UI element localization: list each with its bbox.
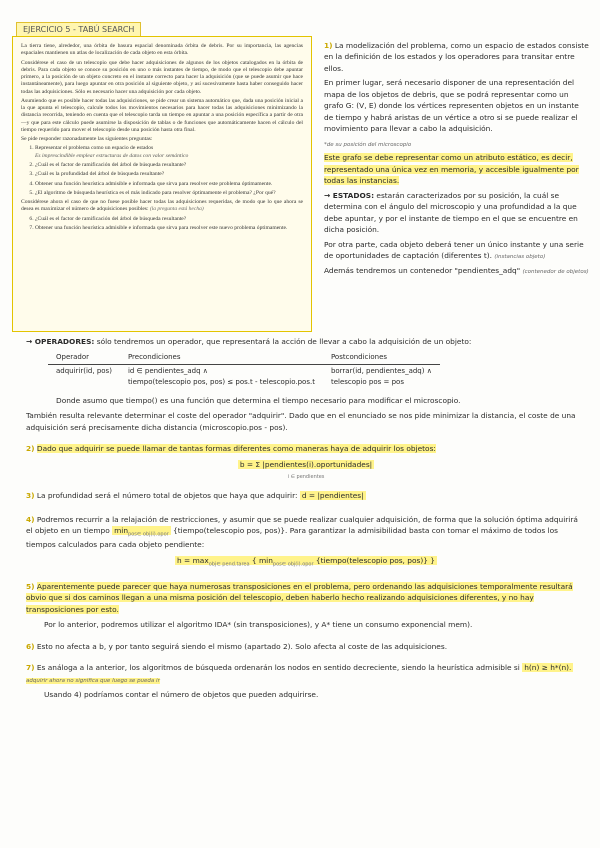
question-3: 3. ¿Cuál es la profundidad del árbol de búsqueda resultante?	[35, 171, 303, 178]
statement-p3: Asumiendo que es posible hacer todas las adquisiciones, se pide crear un sistema automático que, dada una posición inicial a la que apunta el telescopio, calcule todos los movimientos necesarios para hacer todas las adquisiciones minimizando la distancia recorrida, teniendo en cuenta que el telescopio tarda un tiempo en apuntar a una posición específica a partir de otra —y que para este cálculo puede asumirse la disposición de tablas o de funciones que automáticamente hacen el cálculo del tiempo requerido para mover el telescopio desde una posición hasta otra final.	[21, 97, 303, 133]
table-header: Operador	[48, 351, 120, 364]
operators-after-2: También resulta relevante determinar el coste del operador "adquirir". Dado que en el enunciado se nos pide minimizar la distancia, el coste de una adquisición será precisamente dicha distancia (microscopio.pos - pos).	[26, 411, 576, 432]
answer-1-note-pos: *de su posición del microscopio	[324, 141, 412, 148]
answers-body: → OPERADORES: sólo tendremos un operador, que representará la acción de llevar a cabo la adquisición de un objeto: Operador Precondiciones Postcondiciones adquirir(id, pos) id ∈ pendientes_adq ∧ tiempo(telescopio pos, pos) ≤ pos.t - telescopio.pos.t borrar(id, pendientes_adq) ∧ telescopio pos = pos Donde asumo que tiempo() es una función que determina el tiempo necesario para modificar el microscopio. También resulta relevante determinar el coste del operador "adquirir". Dado que en el enunciado se nos pide minimizar la distancia, el coste de una adquisición será precisamente dicha distancia (microscopio.pos - pos). 2) Dado que adquirir se puede llamar de tantas formas diferentes como maneras haya de adquirir los objetos: b = Σ |pendientes(i).oportunidades| i ∈ pendientes 3) La profundidad será el número total de objetos que haya que adquirir: d = |pendientes| 4) Podremos recurrir a la relajación de restricciones, y asumir que se puede realizar cualquier adquisición, de forma que la solución óptima adquirirá el objeto en un tiempo $\min_{pos\in obj(i).opor}$ {tiempo(telescopio pos, pos)}. Para garantizar la admisibilidad basta con tomar el máximo de todos los tiempos calculados para cada objeto pendiente: $h = \max_{obj\in pend.tarea}$ { $\min_{pos\in obj(i).opor}$ {tiempo(telescopio pos, pos)} } 5) Aparentemente puede parecer que haya numerosas transposiciones en el problema, pero ordenando las adquisiciones temporalmente resultará obvio que si dos caminos llegan a una misma posición del telescopio, deben haberlo hecho realizando adquisiciones diferentes, y no hay transposiciones por esto. Por lo anterior, podremos utilizar el algoritmo IDA* (sin transposiciones), y A* tiene un consumo exponencial mem). 6) Esto no afecta a b, y por tanto seguirá siendo el mismo (apartado 2). Solo afecta al coste de las adquisiciones. 7) Es análoga a la anterior, los algoritmos de búsqueda ordenarán los nodos en sentido decreciente, siendo la heurística admisible si h(n) ≥ h*(n). adquirir ahora no significa que luego se pueda ir Usando 4) podríamos contar el número de objetos que pueden adquirirse.	[26, 336, 586, 705]
problem-statement	[12, 36, 312, 332]
operators-after-1: Donde asumo que tiempo() es una función que determina el tiempo necesario para modificar el microscopio.	[56, 396, 461, 405]
answer-3-text: La profundidad será el número total de objetos que haya que adquirir:	[36, 491, 298, 501]
answer-2-text: Dado que adquirir se puede llamar de tantas formas diferentes como maneras haya de adquirir los objetos:	[36, 444, 436, 454]
statement-p1: La tierra tiene, alrededor, una órbita de basura espacial denominada órbita de debris. Por su importancia, las agencias espaciales mantienen un atlas de localización de cada objeto en esta órbita.	[21, 43, 303, 57]
answer-6-text: Esto no afecta a b, y por tanto seguirá siendo el mismo (apartado 2). Solo afecta al coste de las adquisiciones.	[36, 641, 448, 651]
question-1: 1. Representar el problema como un espacio de estados Es imprescindible emplear estructuras de datos con valor semántico	[35, 145, 303, 160]
answer-4-text-1: Podremos recurrir a la relajación de restricciones, y asumir que se puede realizar cualquier adquisición, de forma que la solución óptima adquirirá el objeto en un tiempo	[26, 514, 578, 536]
states-note-cont: (contenedor de objetos)	[522, 268, 589, 275]
postconditions: borrar(id, pendientes_adq) ∧ telescopio pos = pos	[330, 367, 432, 387]
answer-7-formula: h(n) ≥ h*(n).	[524, 663, 572, 673]
table-row	[48, 365, 440, 389]
question-4: 4. Obtener una función heurística admisible e informada que sirva para resolver este problema óptimamente.	[35, 181, 303, 188]
question-5: 5. ¿El algoritmo de búsqueda heurística es el más indicado para resolver óptimamente el problema? ¿Por qué?	[35, 190, 303, 197]
answer-7-note: adquirir ahora no significa que luego se pueda ir	[26, 677, 160, 684]
answer-4-text-1b: {tiempo(telescopio pos, pos)}. Para garantizar la admisibilidad basta con tomar el máximo de todos los tiempos calculados para cada objeto pendiente:	[26, 526, 558, 550]
operators-table	[48, 351, 440, 389]
question-2: 2. ¿Cuál es el factor de ramificación del árbol de búsqueda resultante?	[35, 162, 303, 169]
answer-7-text-2: Usando 4) podríamos contar el número de objetos que pueden adquirirse.	[44, 690, 319, 700]
answer-1-line2: En primer lugar, será necesario disponer de una representación del mapa de los objetos de debris, que se podrá representar como un grafo G: (V, E) donde los vértices representen objetos en un instante de tiempo y habrá aristas de un vértice a otro si se puede realizar el movimiento para llevar a cabo la adquisición.	[324, 78, 579, 134]
statement-p2: Considérese el caso de un telescopio que debe hacer adquisiciones de algunos de los objetos catalogados en la órbita de debris. Para cada objeto se conoce su posición en uno o más instantes de tiempo, de modo que el telescopio debe apuntar primero, a la posición de un objeto concreto en el instante correcto para hacer la adquisición (que se puede asumir que hace instantáneamente), para luego apuntar en otra posición al siguiente objeto, y así sucesivamente hasta haber conseguido hacer todas las adquisiciones. Sólo es necesario hacer una adquisición por cada objeto.	[21, 59, 303, 95]
operator-name: adquirir(id, pos)	[56, 367, 112, 376]
answer-1-line1: La modelización del problema, como un espacio de estados consiste en la definición de los estados y los operadores para transitar entre ellos.	[324, 41, 589, 73]
states-note-obj: (instancias objeto)	[494, 254, 546, 261]
answer-7-text-1: Es análoga a la anterior, los algoritmos de búsqueda ordenarán los nodos en sentido decreciente, siendo la heurística admisible si	[36, 663, 520, 673]
answer-1-line3: Este grafo se debe representar como un atributo estático, es decir, representado una única vez en memoria, y accesible igualmente por todas las instancias.	[324, 153, 579, 186]
states-label: → ESTADOS:	[324, 190, 375, 200]
table-header: Postcondiciones	[323, 351, 440, 364]
operators-label: → OPERADORES:	[26, 337, 95, 346]
question-7: 7. Obtener una función heurística admisible e informada que sirva para resolver este nuevo problema óptimamente.	[35, 225, 303, 232]
answer-4-min: $\min_{pos\in obj(i).opor}$	[114, 526, 169, 538]
answer-1: 1) La modelización del problema, como un espacio de estados consiste en la definición de los estados y los operadores para transitar entre ellos. En primer lugar, será necesario disponer de una representación del mapa de los objetos de debris, que se podrá representar como un grafo G: (V, E) donde los vértices representen objetos en un instante de tiempo y habrá aristas de un vértice a otro si se puede realizar el movimiento para llevar a cabo la adquisición. *de su posición del microscopio Este grafo se debe representar como un atributo estático, es decir, representado una única vez en memoria, y accesible igualmente por todas las instancias. → ESTADOS: estarán caracterizados por su posición, la cuál se determina con el ángulo del microscopio y una profundidad a la que debe apuntar, y por el instante de tiempo en el que se encuentre en dicha posición. Por otra parte, cada objeto deberá tener un único instante y una serie de oportunidades de captación (diferentes t). (instancias objeto) Además tendremos un contenedor "pendientes_adq" (contenedor de objetos)	[324, 41, 589, 275]
answer-5-text-2: Por lo anterior, podremos utilizar el algoritmo IDA* (sin transposiciones), y A* tiene un consumo exponencial mem).	[44, 620, 473, 630]
answer-5-text-1: Aparentemente puede parecer que haya numerosas transposiciones en el problema, pero ordenando las adquisiciones temporalmente resultará obvio que si dos caminos llegan a una misma posición del telescopio, deben haberlo hecho realizando adquisiciones diferentes, y no hay transposiciones por esto.	[26, 581, 573, 614]
statement-p4: Se pide responder razonadamente las siguientes preguntas:	[21, 136, 153, 143]
states-text-3: Además tendremos un contenedor "pendientes_adq"	[324, 265, 521, 275]
question-6: 6. ¿Cuál es el factor de ramificación del árbol de búsqueda resultante?	[35, 216, 303, 223]
preconditions: id ∈ pendientes_adq ∧ tiempo(telescopio pos, pos) ≤ pos.t - telescopio.pos.t	[127, 367, 315, 387]
table-header: Precondiciones	[120, 351, 323, 364]
question-1-note: Es imprescindible emplear estructuras de datos con valor semántico	[35, 152, 189, 159]
states-text: estarán caracterizados por su posición, la cuál se determina con el ángulo del microscopio y una profundidad a la que debe apuntar, y por el instante de tiempo en el que se encuentre en dicha posición.	[324, 190, 578, 235]
answer-2-formula-sub: i ∈ pendientes	[287, 474, 325, 481]
statement-p5: Considérese ahora el caso de que no fuese posible hacer todas las adquisiciones requeridas, de modo que lo que ahora se desea es maximizar el número de adquisiciones posibles: (la pregunta está hecha)	[21, 199, 303, 213]
states-text-2: Por otra parte, cada objeto deberá tener un único instante y una serie de oportunidades de captación (diferentes t).	[324, 239, 584, 261]
statement-p5-note: (la pregunta está hecha)	[149, 206, 204, 213]
answer-3-formula: d = |pendientes|	[301, 491, 364, 501]
operators-text: sólo tendremos un operador, que representará la acción de llevar a cabo la adquisición de un objeto:	[96, 337, 472, 346]
answer-2-formula: b = Σ |pendientes(i).oportunidades|	[239, 459, 373, 469]
answer-4-formula: $h = \max_{obj\in pend.tarea}$ { $\min_{pos\in obj(i).opor}$ {tiempo(telescopio pos, pos)} }	[177, 555, 435, 568]
exercise-tag: EJERCICIO 5 - TABÚ SEARCH	[16, 22, 141, 37]
